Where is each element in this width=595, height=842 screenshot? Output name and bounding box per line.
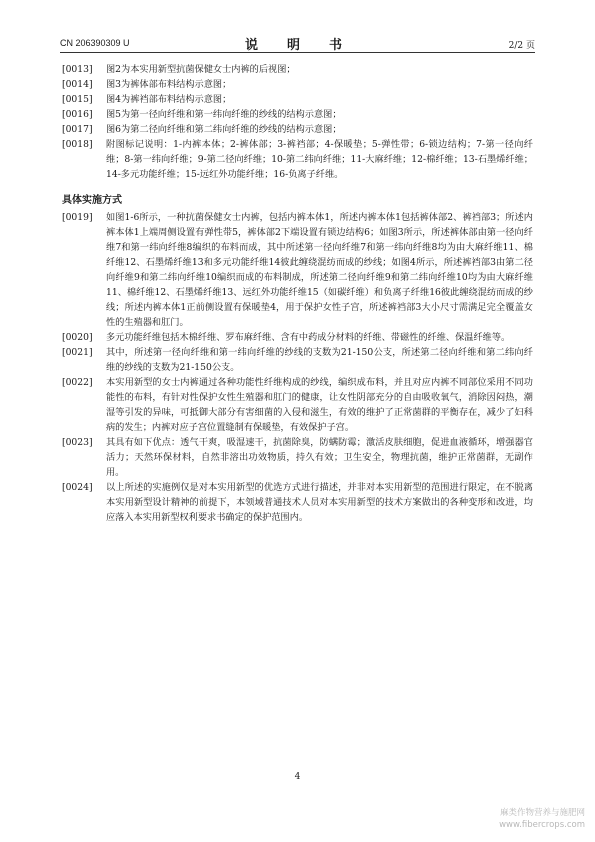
paragraph-number: [0024] (62, 482, 93, 493)
paragraph-number: [0018] (62, 139, 93, 150)
paragraph-text: 图6为第二径向纤维和第二纬向纤维的纱线的结构示意图； (106, 124, 342, 135)
paragraph-text: 本实用新型的女士内裤通过各种功能性纤维构成的纱线，编织成布料，并且对应内裤不同部位采用不同功能性的布料，有针对性保护女性生殖器和肛门的健康，让女性阴部充分的自由吸收氧气，消除因闷热，潮湿等引发的异味，可抵御大部分有害细菌的入侵和滋生，有效的维护了正常菌群的平衡存在，减少了妇科病的发生；内裤对应子宫位置缝制有保暖垫，有效保护子宫。 (106, 377, 533, 433)
document-title: 说 明 书 (244, 38, 350, 53)
paragraph (62, 435, 533, 480)
spacer (62, 182, 533, 193)
paragraph (62, 330, 533, 345)
paragraph-number: [0022] (62, 377, 93, 388)
paragraph-number: [0016] (62, 109, 93, 120)
paragraph-number: [0023] (62, 437, 93, 448)
paragraph-text: 如图1-6所示，一种抗菌保健女士内裤，包括内裤本体1，所述内裤本体1包括裤体部2、裤裆部3；所述内裤本体1上端周侧设置有弹性带5，裤体部2下端设置有锁边结构6；如图3所示，所述裤体部由第一径向纤维7和第一纬向纤维8编织的布料而成，其中所述第一径向纤维7和第一纬向纤维8均为由大麻纤维11、棉纤维12、石墨烯纤维13和多元功能纤维14彼此缠绕混纺而成的纱线；如图4所示，所述裤裆部3由第二径向纤维9和第二纬向纤维10编织而成的布料制成，所述第二径向纤维9和第二纬向纤维10均为由大麻纤维11、棉纤维12、石墨烯纤维13、远红外功能纤维15（如碳纤维）和负离子纤维16彼此缠绕混纺而成的纱线；所述内裤本体1正前侧设置有保暖垫4，用于保护女性子宫，所述裤裆部3大小尺寸需满足完全覆盖女性的生殖器和肛门。 (106, 212, 533, 328)
watermark-url: www.fibercrops.com (499, 820, 585, 830)
paragraph (62, 345, 533, 375)
page-number: 4 (294, 772, 301, 782)
figure-description-list (62, 62, 533, 182)
paragraph-number: [0015] (62, 94, 93, 105)
paragraph (62, 107, 533, 122)
paragraph-text: 多元功能纤维包括木棉纤维、罗布麻纤维、含有中药成分材料的纤维、带磁性的纤维、保温纤维等。 (106, 332, 511, 343)
paragraph-text: 其中，所述第一径向纤维和第一纬向纤维的纱线的支数为21-150公支，所述第二径向纤维和第二纬向纤维的纱线的支数为21-150公支。 (106, 347, 533, 373)
page-indicator: 2/2 页 (508, 41, 535, 51)
site-watermark (499, 807, 585, 831)
paragraph (62, 137, 533, 182)
paragraph (62, 77, 533, 92)
paragraph (62, 122, 533, 137)
publication-number: CN 206390309 U (60, 38, 130, 48)
document-body (62, 62, 533, 525)
paragraph (62, 92, 533, 107)
paragraph-number: [0017] (62, 124, 93, 135)
paragraph (62, 210, 533, 330)
embodiment-paragraphs (62, 210, 533, 525)
paragraph-number: [0020] (62, 332, 93, 343)
paragraph-text: 图5为第一径向纤维和第一纬向纤维的纱线的结构示意图； (106, 109, 342, 120)
paragraph (62, 62, 533, 77)
paragraph-text: 其具有如下优点：透气干爽，吸湿速干，抗菌除臭，防螨防霉；激活皮肤细胞，促进血液循环，增强器官活力；天然环保材料，自然非溶出功效物质，持久有效；卫生安全，物理抗菌，维护正常菌群，无副作用。 (106, 437, 533, 478)
paragraph-number: [0019] (62, 212, 93, 223)
page-header (60, 34, 535, 53)
paragraph (62, 480, 533, 525)
section-heading: 具体实施方式 (62, 195, 122, 206)
watermark-title: 麻类作物营养与施肥网 (499, 808, 585, 818)
paragraph-number: [0021] (62, 347, 93, 358)
paragraph-text: 图4为裤裆部布料结构示意图； (106, 94, 232, 105)
paragraph-text: 图2为本实用新型抗菌保健女士内裤的后视图； (106, 64, 296, 75)
paragraph-text: 附图标记说明：1-内裤本体；2-裤体部；3-裤裆部；4-保暖垫；5-弹性带；6-锁边结构；7-第一径向纤维；8-第一纬向纤维；9-第二径向纤维；10-第二纬向纤维；11-大麻纤维；12-棉纤维；13-石墨烯纤维；14-多元功能纤维；15-远红外功能纤维；16-负离子纤维。 (106, 139, 533, 180)
paragraph (62, 375, 533, 435)
paragraph-text: 图3为裤体部布料结构示意图； (106, 79, 232, 90)
paragraph-number: [0014] (62, 79, 93, 90)
paragraph-text: 以上所述的实施例仅是对本实用新型的优选方式进行描述，并非对本实用新型的范围进行限定，在不脱离本实用新型设计精神的前提下，本领域普通技术人员对本实用新型的技术方案做出的各种变形和改进，均应落入本实用新型权利要求书确定的保护范围内。 (106, 482, 533, 523)
paragraph-number: [0013] (62, 64, 93, 75)
